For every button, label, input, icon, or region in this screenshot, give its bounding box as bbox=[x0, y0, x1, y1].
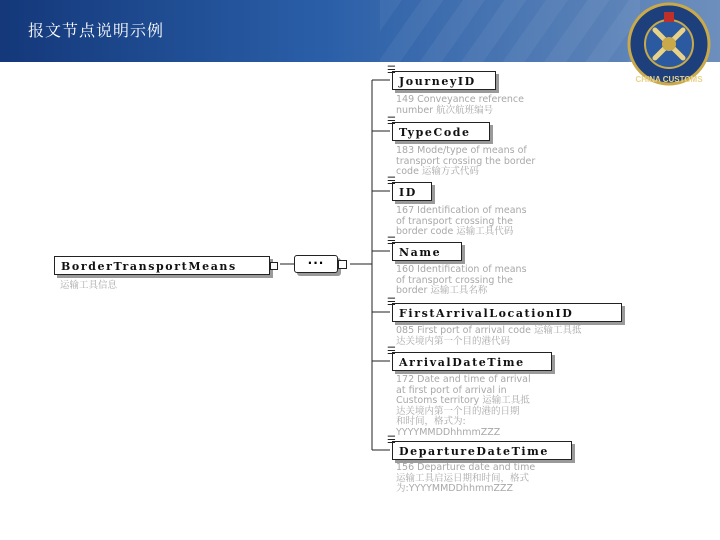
sequence-compositor[interactable] bbox=[294, 255, 338, 273]
logo-text: CHINA CUSTOMS bbox=[635, 75, 703, 84]
expand-icon[interactable] bbox=[270, 262, 278, 270]
child-node-description: 160 Identification of means of transport crossing the border 运输工具名称 bbox=[396, 264, 527, 296]
child-node-label: TypeCode bbox=[399, 126, 471, 139]
child-node-description: 167 Identification of means of transport crossing the border code 运输工具代码 bbox=[396, 205, 527, 237]
element-marker-icon: ☰ bbox=[387, 65, 396, 76]
child-node-id[interactable] bbox=[387, 176, 432, 201]
element-marker-icon: ☰ bbox=[387, 297, 396, 308]
child-node-description: 172 Date and time of arrival at first port of arrival in Customs territory 运输工具抵 达关境内第一个目的港的日期 和时间，格式为: YYYYMMDDhhmmZZZ bbox=[396, 374, 531, 438]
child-node-label: JourneyID bbox=[399, 75, 476, 88]
sequence-label: ··· bbox=[307, 256, 325, 270]
element-marker-icon: ☰ bbox=[387, 116, 396, 127]
element-marker-icon: ☰ bbox=[387, 435, 396, 446]
child-node-arrivaldatetime[interactable] bbox=[387, 346, 552, 371]
child-node-description: 183 Mode/type of means of transport crossing the border code 运输方式代码 bbox=[396, 145, 536, 177]
root-node[interactable] bbox=[54, 256, 270, 275]
child-node-label: DepartureDateTime bbox=[399, 445, 549, 458]
child-node-departuredatetime[interactable] bbox=[387, 435, 572, 460]
child-node-description: 149 Conveyance reference number 航次航班编号 bbox=[396, 94, 524, 116]
element-marker-icon: ☰ bbox=[387, 236, 396, 247]
expand-icon[interactable] bbox=[338, 260, 347, 269]
child-node-label: ID bbox=[399, 186, 417, 199]
child-node-journeyid[interactable] bbox=[387, 65, 496, 90]
child-node-label: Name bbox=[399, 246, 442, 259]
element-marker-icon: ☰ bbox=[387, 176, 396, 187]
element-marker-icon: ☰ bbox=[387, 346, 396, 357]
child-node-typecode[interactable] bbox=[387, 116, 490, 141]
child-node-label: FirstArrivalLocationID bbox=[399, 307, 574, 320]
child-node-label: ArrivalDateTime bbox=[399, 356, 525, 369]
slide-title: 报文节点说明示例 bbox=[28, 21, 165, 40]
child-node-name[interactable] bbox=[387, 236, 462, 261]
child-node-firstarrivallocationid[interactable] bbox=[387, 297, 622, 322]
root-node-description: 运输工具信息 bbox=[60, 280, 118, 291]
child-node-description: 156 Departure date and time 运输工具启运日期和时间，格式 为:YYYYMMDDhhmmZZZ bbox=[396, 462, 536, 494]
child-node-description: 085 First port of arrival code 运输工具抵 达关境内第一个目的港代码 bbox=[396, 325, 582, 347]
root-node-label: BorderTransportMeans bbox=[61, 260, 237, 273]
